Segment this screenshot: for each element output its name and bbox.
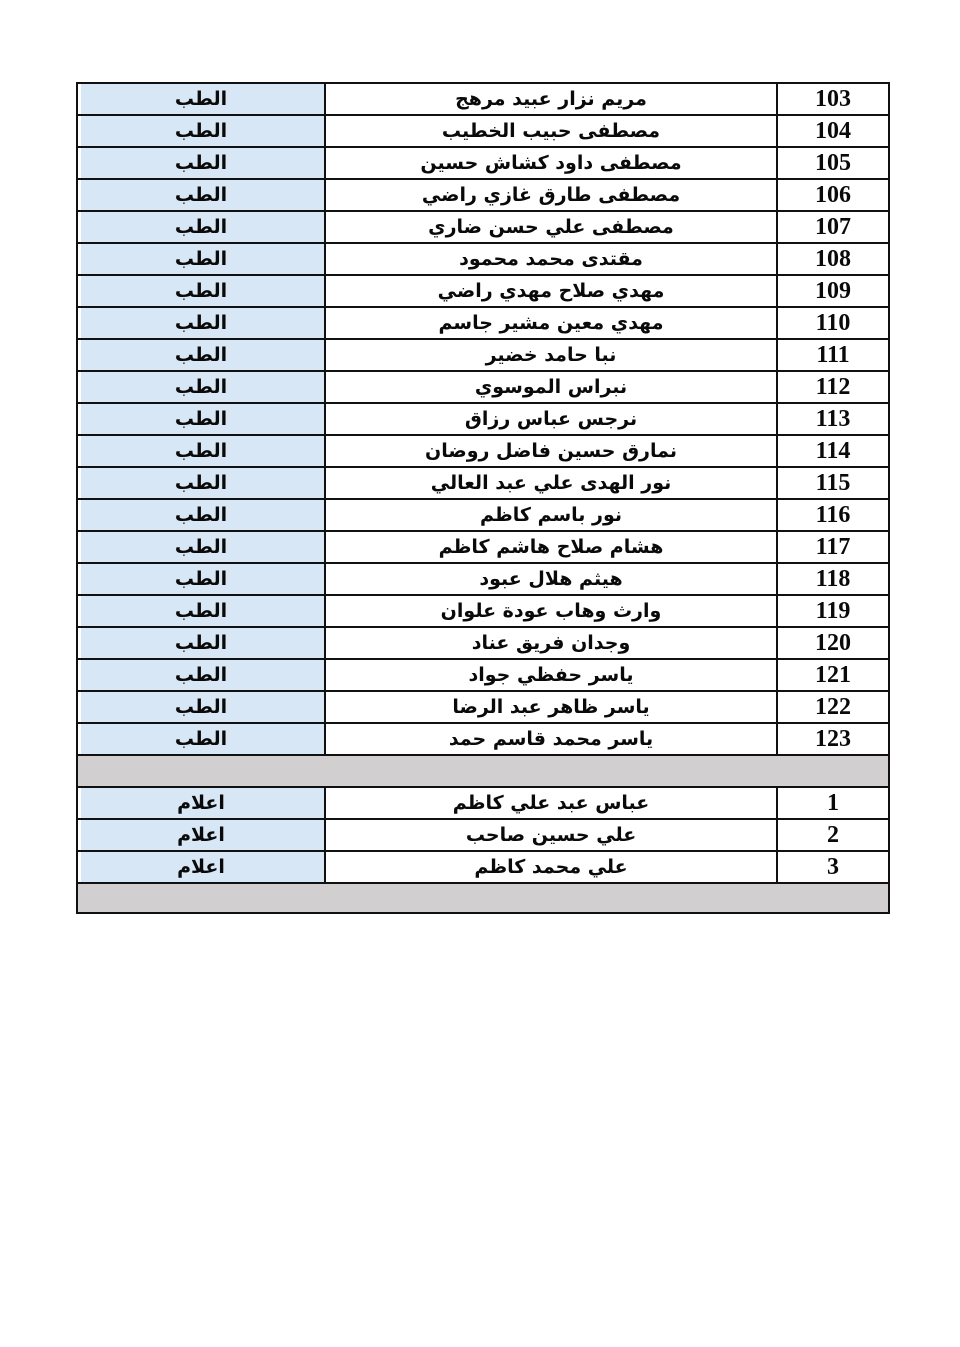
row-number-cell: 113: [777, 403, 889, 435]
table-row: [77, 243, 889, 275]
department-cell: الطب: [77, 83, 325, 115]
table-row: [77, 499, 889, 531]
roster-table: [76, 82, 890, 914]
department-cell: الطب: [77, 467, 325, 499]
table-row: [77, 339, 889, 371]
student-name-cell: ياسر ظاهر عبد الرضا: [325, 691, 777, 723]
roster-table-body: [77, 83, 889, 913]
department-cell: الطب: [77, 723, 325, 755]
table-row: [77, 371, 889, 403]
row-number-cell: 1: [777, 787, 889, 819]
department-cell: الطب: [77, 307, 325, 339]
row-number-cell: 111: [777, 339, 889, 371]
department-cell: الطب: [77, 147, 325, 179]
table-row: [77, 531, 889, 563]
student-name-cell: نرجس عباس رزاق: [325, 403, 777, 435]
department-cell: الطب: [77, 275, 325, 307]
separator-row: [77, 883, 889, 913]
row-number-cell: 122: [777, 691, 889, 723]
table-row: [77, 211, 889, 243]
student-name-cell: علي محمد كاظم: [325, 851, 777, 883]
row-number-cell: 121: [777, 659, 889, 691]
table-row: [77, 627, 889, 659]
roster-table-container: [78, 82, 890, 914]
separator-row: [77, 755, 889, 787]
student-name-cell: نبراس الموسوي: [325, 371, 777, 403]
student-name-cell: مهدي معين مشير جاسم: [325, 307, 777, 339]
department-cell: الطب: [77, 659, 325, 691]
student-name-cell: مهدي صلاح مهدي راضي: [325, 275, 777, 307]
table-row: [77, 563, 889, 595]
row-number-cell: 103: [777, 83, 889, 115]
table-row: [77, 851, 889, 883]
department-cell: الطب: [77, 595, 325, 627]
row-number-cell: 3: [777, 851, 889, 883]
department-cell: الطب: [77, 691, 325, 723]
department-cell: الطب: [77, 435, 325, 467]
department-cell: الطب: [77, 211, 325, 243]
row-number-cell: 112: [777, 371, 889, 403]
row-number-cell: 107: [777, 211, 889, 243]
row-number-cell: 120: [777, 627, 889, 659]
student-name-cell: نبا حامد خضير: [325, 339, 777, 371]
student-name-cell: مصطفى علي حسن ضاري: [325, 211, 777, 243]
row-number-cell: 115: [777, 467, 889, 499]
table-row: [77, 659, 889, 691]
student-name-cell: ياسر حفظي جواد: [325, 659, 777, 691]
table-row: [77, 819, 889, 851]
department-cell: الطب: [77, 531, 325, 563]
student-name-cell: عباس عبد علي كاظم: [325, 787, 777, 819]
department-cell: الطب: [77, 499, 325, 531]
department-cell: الطب: [77, 243, 325, 275]
student-name-cell: نور باسم كاظم: [325, 499, 777, 531]
row-number-cell: 105: [777, 147, 889, 179]
table-row: [77, 435, 889, 467]
row-number-cell: 106: [777, 179, 889, 211]
row-number-cell: 109: [777, 275, 889, 307]
student-name-cell: ياسر محمد قاسم حمد: [325, 723, 777, 755]
row-number-cell: 114: [777, 435, 889, 467]
table-row: [77, 115, 889, 147]
row-number-cell: 108: [777, 243, 889, 275]
separator-cell: [77, 755, 889, 787]
row-number-cell: 104: [777, 115, 889, 147]
row-number-cell: 110: [777, 307, 889, 339]
student-name-cell: مريم نزار عبيد مرهج: [325, 83, 777, 115]
department-cell: الطب: [77, 179, 325, 211]
department-cell: اعلام: [77, 851, 325, 883]
department-cell: الطب: [77, 115, 325, 147]
table-row: [77, 787, 889, 819]
student-name-cell: نور الهدى علي عبد العالي: [325, 467, 777, 499]
department-cell: اعلام: [77, 819, 325, 851]
row-number-cell: 119: [777, 595, 889, 627]
table-row: [77, 467, 889, 499]
student-name-cell: مقتدى محمد محمود: [325, 243, 777, 275]
row-number-cell: 117: [777, 531, 889, 563]
student-name-cell: هشام صلاح هاشم كاظم: [325, 531, 777, 563]
department-cell: الطب: [77, 339, 325, 371]
department-cell: الطب: [77, 627, 325, 659]
student-name-cell: وجدان فريق عناد: [325, 627, 777, 659]
row-number-cell: 2: [777, 819, 889, 851]
department-cell: الطب: [77, 371, 325, 403]
table-row: [77, 403, 889, 435]
student-name-cell: علي حسين صاحب: [325, 819, 777, 851]
row-number-cell: 123: [777, 723, 889, 755]
table-row: [77, 595, 889, 627]
student-name-cell: نمارق حسين فاضل روضان: [325, 435, 777, 467]
student-name-cell: مصطفى طارق غازي راضي: [325, 179, 777, 211]
table-row: [77, 275, 889, 307]
row-number-cell: 118: [777, 563, 889, 595]
table-row: [77, 307, 889, 339]
department-cell: الطب: [77, 563, 325, 595]
separator-cell: [77, 883, 889, 913]
student-name-cell: مصطفى داود كشاش حسين: [325, 147, 777, 179]
department-cell: الطب: [77, 403, 325, 435]
table-row: [77, 147, 889, 179]
table-row: [77, 179, 889, 211]
student-name-cell: هيثم هلال عبود: [325, 563, 777, 595]
department-cell: اعلام: [77, 787, 325, 819]
table-row: [77, 723, 889, 755]
table-row: [77, 691, 889, 723]
table-row: [77, 83, 889, 115]
student-name-cell: وارث وهاب عودة علوان: [325, 595, 777, 627]
student-name-cell: مصطفى حبيب الخطيب: [325, 115, 777, 147]
row-number-cell: 116: [777, 499, 889, 531]
